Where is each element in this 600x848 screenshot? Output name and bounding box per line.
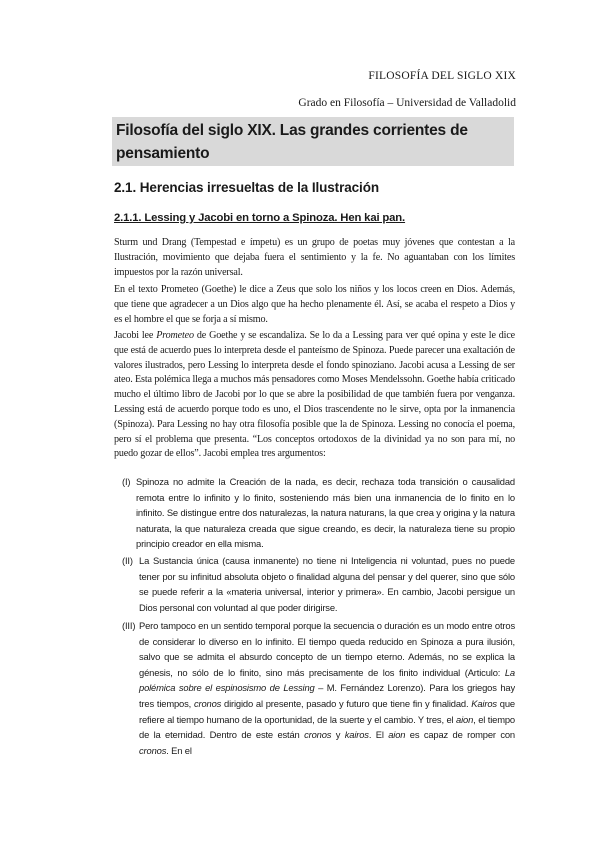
term-cronos: cronos <box>304 729 332 741</box>
argument-text-part: dirigido al presente, pasado y futuro que tiene fin y finalidad. <box>221 697 472 709</box>
article-title: La polémica sobre el espinosismo de Lessing <box>139 666 515 694</box>
term-aion: aion <box>456 713 474 725</box>
argument-text-part: – M. Fernández Lorenzo). Para los griegos hay tres tiempos, <box>139 682 515 709</box>
argument-item <box>122 474 515 552</box>
argument-item <box>122 553 515 615</box>
term-cronos: cronos <box>139 744 167 756</box>
paragraph3-pre: Jacobi lee <box>114 330 157 341</box>
argument-item <box>122 618 515 762</box>
argument-text-part: que refiere al tiempo humano de la oportunidad, de la suerte y el cambio. Y tres, el <box>139 697 515 725</box>
term-kairos: kairos <box>344 729 369 741</box>
term-kairos: Kairos <box>471 697 497 709</box>
paragraph-sturm-und-drang: Sturm und Drang (Tempestad e ímpetu) es un grupo de poetas muy jóvenes que contestan a la Ilustración, movimiento que dejaba fuera el sentimiento y la fe. No aguantaban con los límites impuestos por la razón universal. <box>114 237 515 278</box>
header-course-title: FILOSOFÍA DEL SIGLO XIX <box>368 70 516 82</box>
argument-text: Spinoza no admite la Creación de la nada, es decir, rechaza toda transición o causalidad remota entre lo infinito y lo finito, sosteniendo más bien una inmanencia de lo finito en lo infinito. Se distingue entre dos naturalezas, la natura naturans, la que crea y origina y la natura naturata, la que naturaleza creada que sigue creando, es decir, la naturaleza tiene su propio principio creador en ella misma. <box>136 476 515 550</box>
term-aion: aion <box>388 729 406 741</box>
argument-text: La Sustancia única (causa inmanente) no tiene ni Inteligencia ni voluntad, pues no puede tener por su infinitud absoluta objeto o finalidad alguna del pensar y del querer, sino que sólo se puede referir a la «materia universal, interior y primera». En cambio, Jacobi persigue un Dios personal con voluntad al que poder dirigirse. <box>139 555 515 613</box>
paragraph3-post: de Goethe y se escandaliza. Se lo da a Lessing para ver qué opina y este le dice que está de acuerdo pues lo interpreta desde el panteísmo de Spinoza. Puede parecer una exaltación de valores ilustrados, pero Lessing lo interpreta desde el fondo spinoziano. Jacobi acusa a Lessing de ser ateo. Esta polémica llega a muchos más pensadores como Moses Mendelssohn. Goethe había criticado mucho el último libro de Jacobi por lo que se abre la posibilidad de que también fuera por venganza. Lessing está de acuerdo porque todo es uno, el Dios trascendente no le sirve, opta por la inmanencia (Spinoza). Para Lessing no hay otra filosofía posible que la de Spinoza. Lessing no conocía el poema, pero sí el problema que presenta. “Los conceptos ortodoxos de la divinidad ya no son para mí, no puedo gozar de ellos”. Jacobi emplea tres argumentos: <box>114 330 515 460</box>
work-title-prometeo: Prometeo <box>156 330 194 341</box>
header-program: Grado en Filosofía – Universidad de Valladolid <box>298 97 516 109</box>
paragraph-prometeo: En el texto Prometeo (Goethe) le dice a Zeus que solo los niños y los locos creen en Dios. Además, que tiene que agradecer a un Dios algo que ha hecho plenamente él. Así, se acaba el respeto a Dios y es el hombre el que se forja a sí mismo. <box>114 284 515 325</box>
subsection-heading: 2.1.1. Lessing y Jacobi en torno a Spinoza. Hen kai pan. <box>114 212 406 224</box>
paragraph-jacobi-lessing <box>114 329 515 462</box>
argument-text-part: , el tiempo de la eternidad. Dentro de este están <box>139 713 515 741</box>
argument-number: (III) <box>122 620 136 631</box>
argument-text-part: es capaz de romper con <box>405 729 515 741</box>
argument-text-part: Pero tampoco en un sentido temporal porque la secuencia o duración es un modo entre otros de considerar lo diverso en lo infinito. El tiempo queda reducido en Spinoza a pura ilusión, salvo que se admita el absurdo concepto de un tiempo eterno. Además, no se explica la génesis, no sólo de lo finito, sino más precisamente de los finito individual (Articulo: <box>139 620 515 678</box>
argument-text <box>122 618 515 758</box>
argument-text-part: y <box>331 729 345 741</box>
argument-number: (I) <box>122 476 131 487</box>
document-title: Filosofía del siglo XIX. Las grandes corrientes de pensamiento <box>116 122 468 162</box>
section-heading: 2.1. Herencias irresueltas de la Ilustración <box>114 180 379 195</box>
term-cronos: cronos <box>193 697 222 709</box>
argument-text-part: . En el <box>166 744 192 756</box>
argument-text-part: . El <box>368 729 389 741</box>
argument-number: (II) <box>122 555 133 566</box>
